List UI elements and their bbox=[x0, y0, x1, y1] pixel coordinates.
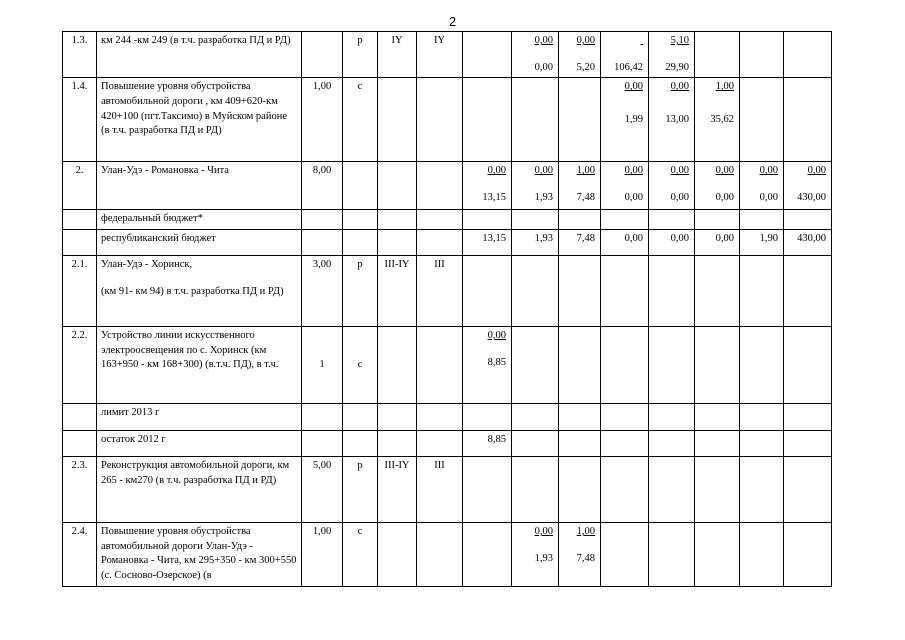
row-category-target: IY bbox=[417, 32, 463, 78]
row-name: остаток 2012 г bbox=[97, 431, 302, 457]
row-type: с bbox=[343, 523, 378, 587]
value-cell: 0,00 bbox=[649, 230, 695, 256]
value-cell: 0,00 1,93 bbox=[512, 523, 559, 587]
row-category: IY bbox=[378, 32, 417, 78]
value-cell bbox=[740, 32, 784, 78]
value-cell: 0,00 8,85 bbox=[463, 327, 512, 404]
value-cell: 0,00 0,00 bbox=[601, 162, 649, 210]
table-row bbox=[63, 162, 832, 210]
page-number: 2 bbox=[448, 14, 457, 29]
row-number: 2. bbox=[63, 162, 97, 210]
value-cell bbox=[463, 32, 512, 78]
value-cell bbox=[463, 78, 512, 162]
row-number: 2.2. bbox=[63, 327, 97, 404]
row-name: Повышение уровня обустройства автомобильной дороги Улан-Удэ - Романовка - Чита, км 295+350 - км 300+550 (с. Сосново-Озерское) (в bbox=[97, 523, 302, 587]
row-type bbox=[343, 162, 378, 210]
row-type: с bbox=[343, 78, 378, 162]
row-length: 3,00 bbox=[302, 256, 343, 327]
value-cell: 0,00 bbox=[601, 230, 649, 256]
row-type: с bbox=[343, 327, 378, 404]
table-row bbox=[63, 256, 832, 327]
row-name: Устройство линии искусственного электроосвещения по с. Хоринск (км 163+950 - км 168+300) (в.т.ч. ПД), в т.ч. bbox=[97, 327, 302, 404]
value-cell bbox=[695, 32, 740, 78]
row-number bbox=[63, 404, 97, 431]
value-cell: 0,00 0,00 bbox=[695, 162, 740, 210]
row-number bbox=[63, 210, 97, 230]
table-row bbox=[63, 230, 832, 256]
row-name: Реконструкция автомобильной дороги, км 265 - км270 (в т.ч. разработка ПД и РД) bbox=[97, 457, 302, 523]
table-row bbox=[63, 78, 832, 162]
value-cell: 0,00 1,99 bbox=[601, 78, 649, 162]
row-length: 1,00 bbox=[302, 523, 343, 587]
value-cell: 0,00 13,15 bbox=[463, 162, 512, 210]
row-number: 1.3. bbox=[63, 32, 97, 78]
value-cell: 0,00 0,00 bbox=[512, 32, 559, 78]
row-category: III-IY bbox=[378, 256, 417, 327]
row-name: лимит 2013 г bbox=[97, 404, 302, 431]
row-length: 1 bbox=[302, 327, 343, 404]
row-name: Улан-Удэ - Хоринск, (км 91- км 94) в т.ч. разработка ПД и РД) bbox=[97, 256, 302, 327]
row-name: федеральный бюджет* bbox=[97, 210, 302, 230]
row-number: 2.4. bbox=[63, 523, 97, 587]
row-number: 2.3. bbox=[63, 457, 97, 523]
table-row bbox=[63, 404, 832, 431]
row-number: 1.4. bbox=[63, 78, 97, 162]
value-cell bbox=[784, 78, 832, 162]
value-cell bbox=[740, 78, 784, 162]
value-cell: 106,42 bbox=[601, 32, 649, 78]
value-cell: 430,00 bbox=[784, 230, 832, 256]
row-number: 2.1. bbox=[63, 256, 97, 327]
value-cell: 0,00 1,93 bbox=[512, 162, 559, 210]
table-row bbox=[63, 457, 832, 523]
row-name: Улан-Удэ - Романовка - Чита bbox=[97, 162, 302, 210]
row-length: 1,00 bbox=[302, 78, 343, 162]
value-cell: 1,93 bbox=[512, 230, 559, 256]
value-cell: 13,15 bbox=[463, 230, 512, 256]
table-row bbox=[63, 327, 832, 404]
road-works-table bbox=[62, 31, 832, 587]
row-category-target: III bbox=[417, 256, 463, 327]
row-category-target: III bbox=[417, 457, 463, 523]
row-name: Повышение уровня обустройства автомобильной дороги , км 409+620-км 420+100 (пгт.Таксимо) в Муйском районе (в т.ч. разработка ПД и РД) bbox=[97, 78, 302, 162]
value-cell: 1,00 35,62 bbox=[695, 78, 740, 162]
row-category-target bbox=[417, 78, 463, 162]
value-cell: 1,00 7,48 bbox=[559, 162, 601, 210]
table-row bbox=[63, 523, 832, 587]
row-type: р bbox=[343, 256, 378, 327]
row-length: 8,00 bbox=[302, 162, 343, 210]
row-category bbox=[378, 78, 417, 162]
row-name: км 244 -км 249 (в т.ч. разработка ПД и РД) bbox=[97, 32, 302, 78]
table-row bbox=[63, 32, 832, 78]
row-length bbox=[302, 32, 343, 78]
row-type: р bbox=[343, 457, 378, 523]
value-cell: 5,10 29,90 bbox=[649, 32, 695, 78]
value-cell: 0,00 13,00 bbox=[649, 78, 695, 162]
row-number bbox=[63, 230, 97, 256]
value-cell: 0,00 0,00 bbox=[740, 162, 784, 210]
value-cell: 8,85 bbox=[463, 431, 512, 457]
row-category-target bbox=[417, 162, 463, 210]
value-cell: 0,00 430,00 bbox=[784, 162, 832, 210]
value-cell: 0,00 bbox=[695, 230, 740, 256]
value-cell: 0,00 0,00 bbox=[649, 162, 695, 210]
row-category: III-IY bbox=[378, 457, 417, 523]
row-number bbox=[63, 431, 97, 457]
value-cell bbox=[512, 78, 559, 162]
row-category bbox=[378, 162, 417, 210]
row-length: 5,00 bbox=[302, 457, 343, 523]
row-name: республиканский бюджет bbox=[97, 230, 302, 256]
value-cell: 1,90 bbox=[740, 230, 784, 256]
value-cell: 0,00 5,20 bbox=[559, 32, 601, 78]
value-cell: 7,48 bbox=[559, 230, 601, 256]
row-type: р bbox=[343, 32, 378, 78]
value-cell: 1,00 7,48 bbox=[559, 523, 601, 587]
value-cell bbox=[784, 32, 832, 78]
value-cell bbox=[559, 78, 601, 162]
table-row bbox=[63, 210, 832, 230]
table-row bbox=[63, 431, 832, 457]
